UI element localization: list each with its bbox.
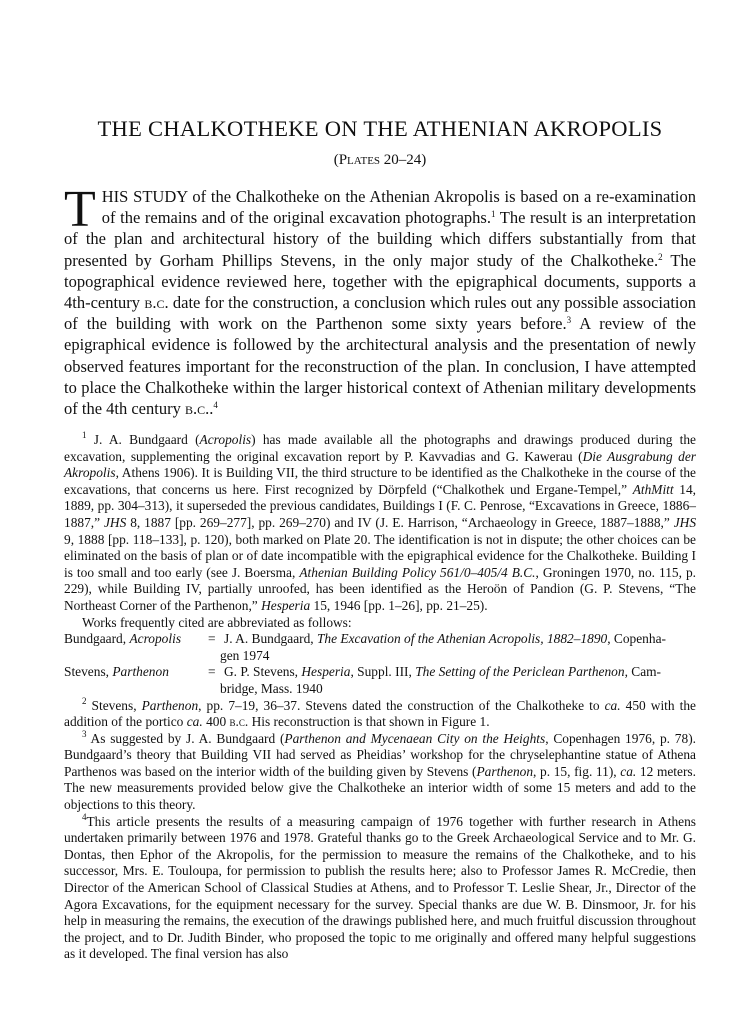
drop-cap: T: [64, 181, 96, 238]
footnotes: [64, 432, 696, 963]
article-title: THE CHALKOTHEKE ON THE ATHENIAN AKROPOLIS: [97, 116, 663, 141]
footnote-ref: 1: [490, 209, 496, 220]
plates-reference: (Plates 20–24): [333, 152, 427, 168]
footnote-ref: 4: [213, 400, 218, 411]
works-cited-intro: Works frequently cited are abbreviated as follows:: [82, 614, 352, 630]
footnote-1: $^1$ J. A. Bundgaard (Acropolis) has made available all the photographs and drawings produced during the excavation, supplementing the original excavation report by P. Kavvadias and G. Kawerau (Die Ausgrabung der Akropolis, Athens 1906). It is Building VII, the third structure to be identified as the Chalkotheke in the course of the excavations, that concerns us here. First recognized by Dörpfeld (“Chalkothek und Ergane-Tempel,” AthMitt 14, 1889, pp. 304–313), it superseded the previous candidates, Buildings I (F. C. Penrose, “Excavations in Greece, 1886–1887,” JHS 8, 1887 [pp. 269–277], pp. 269–270) and IV (J. E. Harrison, “Archaeology in Greece, 1887–1888,” JHS 9, 1888 [pp. 118–133], p. 120), both marked on Plate 20. The identification is not in dispute; the other choices can be eliminated on the basis of plan or of date incompatible with the epigraphical evidence for the Chalkotheke. Building I is too small and too early (see J. Boersma, Athenian Building Policy 561/0–405/4 B.C., Groningen 1970, no. 115, p. 229), while Building IV, partially unroofed, has been identified as the Heroön of Pandion (G. P. Stevens, “The Northeast Corner of the Parthenon,” Hesperia 15, 1946 [pp. 1–26], pp. 21–25).: [64, 430, 697, 613]
footnote-2: $^2$ Stevens, Parthenon, pp. 7–19, 36–37. Stevens dated the construction of the Chalkotheke to ca. 450 with the addition of the portico ca. 400 b.c. His reconstruction is that shown in Figure 1.: [64, 695, 696, 730]
footnote-ref: 2: [658, 251, 663, 262]
abbreviation-row: Stevens, Parthenon = G. P. Stevens, Hesperia, Suppl. III, The Setting of the Periclean Parthenon, Cam- bridge, Mass. 1940: [64, 664, 662, 696]
footnote-4: $^4$This article presents the results of a measuring campaign of 1976 together with further research in Athens undertaken primarily between 1976 and 1978. Grateful thanks go to the Greek Archaeological Service and to Mr. G. Dontas, then Ephor of the Akropolis, for the permission to measure the remains of the Chalkotheke, and to his successor, Mrs. E. Touloupa, for permission to publish the results here; also to Professor James R. McCredie, then Director of the American School of Classical Studies at Athens, and to Professor T. Leslie Shear, Jr., Director of the Agora Excavations, for the equipment necessary for the survey. Special thanks are due W. B. Dinsmoor, Jr. for his help in measuring the remains, the execution of the drawings published here, and much fruitful discussion throughout the project, and to Dr. Judith Binder, who proposed the topic to me originally and offered many helpful suggestions as it developed. The final version has also: [64, 811, 696, 962]
intro-paragraph: THIS STUDY of the Chalkotheke on the Athenian Akropolis is based on a re-examination of the remains and of the original excavation photographs.$^1$ The result is an interpretation of the plan and architectural history of the building which differs substantially from that presented by Gorham Phillips Stevens, in the only major study of the Chalkotheke.$^2$ The topographical evidence reviewed here, together with the epigraphical documents, supports a 4th-century b.c. date for the construction, a conclusion which rules out any possible association of the building with work on the Parthenon some sixty years before.$^3$ A review of the epigraphical evidence is followed by the architectural analysis and the presentation of newly observed features important for the reconstruction of the plan. In conclusion, I have attempted to place the Chalkotheke within the larger historical context of Athenian military developments of the 4th century b.c..$^4$: [64, 181, 697, 419]
footnote-3: $^3$ As suggested by J. A. Bundgaard (Parthenon and Mycenaean City on the Heights, Copenhagen 1976, p. 78). Bundgaard’s theory that Building VII had served as Pheidias’ workshop for the chryselephantine statue of Athena Parthenos was based on the interior width of the building given by Stevens (Parthenon, p. 15, fig. 11), ca. 12 meters. The new measurements provided below give the Chalkotheke an interior width of some 15 meters and add to the objections to this theory.: [64, 728, 697, 813]
footnote-ref: 3: [566, 315, 572, 326]
abbreviation-row: Bundgaard, Acropolis = J. A. Bundgaard, The Excavation of the Athenian Acropolis, 1882–1890, Copenha- gen 1974: [64, 631, 666, 663]
